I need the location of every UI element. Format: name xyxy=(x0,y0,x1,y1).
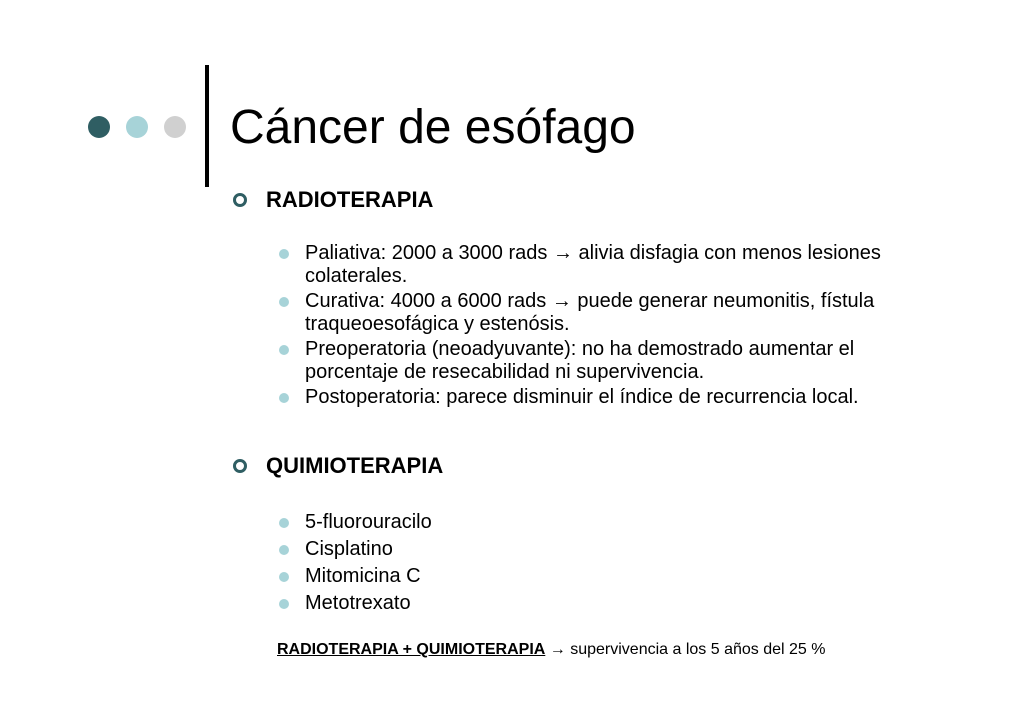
list-item: Metotrexato xyxy=(270,592,670,615)
list-item: 5-fluorouracilo xyxy=(270,511,670,534)
decorative-dots xyxy=(88,116,188,138)
quimioterapia-list xyxy=(270,511,670,615)
section-heading-label: QUIMIOTERAPIA xyxy=(266,453,444,478)
list-item: Mitomicina C xyxy=(270,565,670,588)
list-item: Curativa: 4000 a 6000 rads → puede generar neumonitis, fístula traqueoesofágica y estenósis. xyxy=(270,290,895,336)
dot-icon xyxy=(88,116,110,138)
bullet-icon xyxy=(279,249,289,259)
slide-title: Cáncer de esófago xyxy=(230,101,636,154)
dot-icon xyxy=(164,116,186,138)
section-heading-label: RADIOTERAPIA xyxy=(266,187,434,212)
bullet-icon xyxy=(279,297,289,307)
summary-line xyxy=(277,640,825,660)
list-item: Cisplatino xyxy=(270,538,670,561)
ring-bullet-icon xyxy=(233,459,247,473)
combo-label: RADIOTERAPIA + QUIMIOTERAPIA xyxy=(277,641,546,658)
bullet-icon xyxy=(279,345,289,355)
list-item: Paliativa: 2000 a 3000 rads → alivia disfagia con menos lesiones colaterales. xyxy=(270,242,895,288)
summary-text: supervivencia a los 5 años del 25 % xyxy=(565,641,826,658)
arrow-icon: → xyxy=(552,242,573,264)
dot-icon xyxy=(126,116,148,138)
bullet-icon xyxy=(279,572,289,582)
bullet-icon xyxy=(279,599,289,609)
arrow-icon: → xyxy=(549,641,566,658)
ring-bullet-icon xyxy=(233,193,247,207)
list-item: Postoperatoria: parece disminuir el índice de recurrencia local. xyxy=(270,386,895,409)
title-divider xyxy=(205,65,209,187)
bullet-icon xyxy=(279,393,289,403)
bullet-icon xyxy=(279,545,289,555)
list-item: Preoperatoria (neoadyuvante): no ha demostrado aumentar el porcentaje de resecabilidad ni supervivencia. xyxy=(270,338,895,384)
arrow-icon: → xyxy=(551,290,572,312)
radioterapia-list xyxy=(270,242,895,409)
bullet-icon xyxy=(279,518,289,528)
